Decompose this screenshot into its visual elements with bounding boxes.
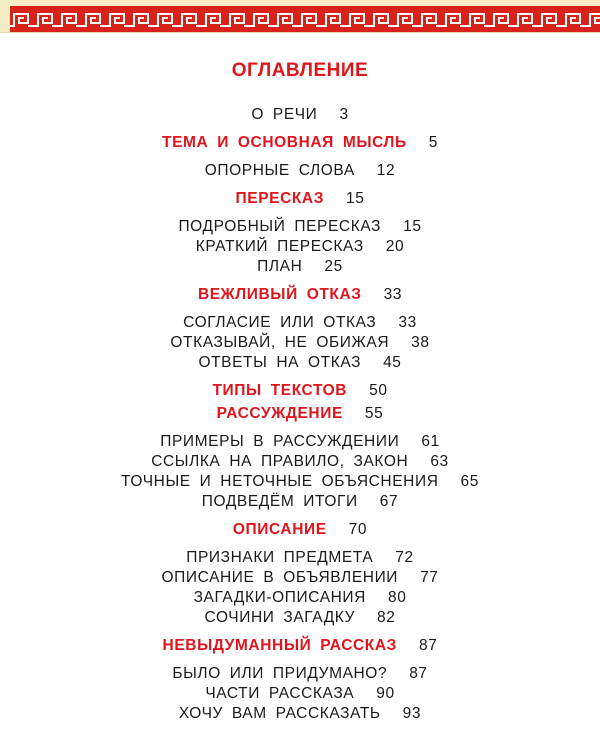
toc-entry-title: ОТВЕТЫ НА ОТКАЗ (198, 354, 362, 371)
toc-page-number: 55 (364, 405, 384, 422)
toc-section-heading[interactable] (0, 520, 600, 540)
toc-section-heading[interactable] (0, 381, 600, 401)
toc-entry[interactable] (0, 588, 600, 608)
toc-page-number: 82 (377, 609, 396, 626)
toc-entry[interactable] (0, 257, 600, 277)
toc-entry[interactable] (0, 548, 600, 568)
toc-entry-title: ПОДВЕДЁМ ИТОГИ (201, 493, 358, 510)
toc-section-heading[interactable] (0, 133, 600, 153)
toc-page-number: 63 (430, 453, 449, 470)
toc-page-number: 80 (387, 589, 407, 606)
toc-entry-title: ОПИСАНИЕ В ОБЪЯВЛЕНИИ (161, 569, 399, 586)
spacer (0, 125, 600, 133)
toc-entry-title: ТИПЫ ТЕКСТОВ (212, 382, 348, 399)
toc-page-number: 12 (376, 162, 396, 179)
toc-entry-title: ТОЧНЫЕ И НЕТОЧНЫЕ ОБЪЯСНЕНИЯ (121, 473, 439, 490)
toc-page-number: 77 (420, 569, 439, 586)
toc-page-number: 93 (402, 705, 422, 722)
toc-entry[interactable] (0, 237, 600, 257)
toc-page-number: 15 (403, 218, 422, 235)
toc-page-number: 3 (339, 106, 349, 123)
toc-section-heading[interactable] (0, 285, 600, 305)
toc-entry-title: СОЧИНИ ЗАГАДКУ (204, 609, 356, 626)
toc-entry-title: ТЕМА И ОСНОВНАЯ МЫСЛЬ (162, 134, 407, 151)
toc-page-number: 67 (379, 493, 399, 510)
spacer (0, 277, 600, 285)
banner-border (0, 32, 600, 45)
page-title: ОГЛАВЛЕНИЕ (231, 60, 369, 81)
spacer (0, 628, 600, 636)
toc-entry[interactable] (0, 313, 600, 333)
toc-entry-title: О РЕЧИ (251, 106, 318, 123)
toc-page-number: 20 (385, 238, 405, 255)
spacer (0, 305, 600, 313)
spacer (0, 373, 600, 381)
toc-entry-title: ХОЧУ ВАМ РАССКАЗАТЬ (178, 705, 381, 722)
toc-entry[interactable] (0, 684, 600, 704)
greek-key-ornament (10, 10, 600, 28)
spacer (0, 540, 600, 548)
toc-page-number: 61 (421, 433, 440, 450)
spacer (0, 209, 600, 217)
toc-page-number: 72 (395, 549, 414, 566)
toc-entry-title: ССЫЛКА НА ПРАВИЛО, ЗАКОН (151, 453, 409, 470)
toc-page-number: 87 (409, 665, 428, 682)
toc-section-heading[interactable] (0, 404, 600, 424)
toc-entry-title: ОПОРНЫЕ СЛОВА (204, 162, 355, 179)
toc-entry[interactable] (0, 452, 600, 472)
toc-entry[interactable] (0, 161, 600, 181)
toc-page-number: 50 (369, 382, 388, 399)
toc-entry-title: ЗАГАДКИ-ОПИСАНИЯ (193, 589, 366, 606)
toc-section-heading[interactable] (0, 189, 600, 209)
spacer (0, 153, 600, 161)
toc-page-number: 5 (428, 134, 438, 151)
toc-page-number: 25 (324, 258, 343, 275)
toc-entry[interactable] (0, 472, 600, 492)
toc-entry-title: ОПИСАНИЕ (232, 521, 327, 538)
toc-entry-title: ПЕРЕСКАЗ (235, 190, 325, 207)
toc-entry[interactable] (0, 105, 600, 125)
toc-section-heading[interactable] (0, 636, 600, 656)
toc-page-number: 15 (346, 190, 365, 207)
toc-entry-title: КРАТКИЙ ПЕРЕСКАЗ (195, 238, 364, 255)
toc-entry[interactable] (0, 664, 600, 684)
toc-page-number: 65 (460, 473, 479, 490)
toc-page-number: 38 (411, 334, 430, 351)
spacer (0, 181, 600, 189)
toc-entry[interactable] (0, 432, 600, 452)
toc-entry-title: НЕВЫДУМАННЫЙ РАССКАЗ (162, 637, 397, 654)
toc-page-number: 90 (376, 685, 395, 702)
spacer (0, 656, 600, 664)
toc-entry-title: ЧАСТИ РАССКАЗА (205, 685, 355, 702)
toc-entry-title: РАССУЖДЕНИЕ (216, 405, 343, 422)
toc-entry-title: СОГЛАСИЕ ИЛИ ОТКАЗ (183, 314, 377, 331)
toc-page-number: 70 (348, 521, 368, 538)
toc-entry[interactable] (0, 568, 600, 588)
toc-entry-title: ПРИМЕРЫ В РАССУЖДЕНИИ (160, 433, 400, 450)
toc-entry-title: ПРИЗНАКИ ПРЕДМЕТА (186, 549, 374, 566)
toc-page-number: 33 (398, 314, 417, 331)
toc-page-number: 87 (418, 637, 438, 654)
spacer (0, 424, 600, 432)
spacer (0, 512, 600, 520)
greek-key-banner (0, 0, 600, 44)
toc-page-number: 45 (383, 354, 402, 371)
toc-entry[interactable] (0, 704, 600, 724)
toc-entry[interactable] (0, 333, 600, 353)
toc-entry-title: ПОДРОБНЫЙ ПЕРЕСКАЗ (178, 218, 382, 235)
toc-entry[interactable] (0, 492, 600, 512)
toc-entry-title: ПЛАН (257, 258, 303, 275)
table-of-contents (0, 105, 600, 724)
toc-entry[interactable] (0, 608, 600, 628)
toc-entry-title: БЫЛО ИЛИ ПРИДУМАНО? (172, 665, 388, 682)
toc-entry-title: ОТКАЗЫВАЙ, НЕ ОБИЖАЯ (170, 334, 390, 351)
toc-entry-title: ВЕЖЛИВЫЙ ОТКАЗ (197, 286, 362, 303)
toc-entry[interactable] (0, 353, 600, 373)
toc-page-number: 33 (383, 286, 403, 303)
toc-entry[interactable] (0, 217, 600, 237)
